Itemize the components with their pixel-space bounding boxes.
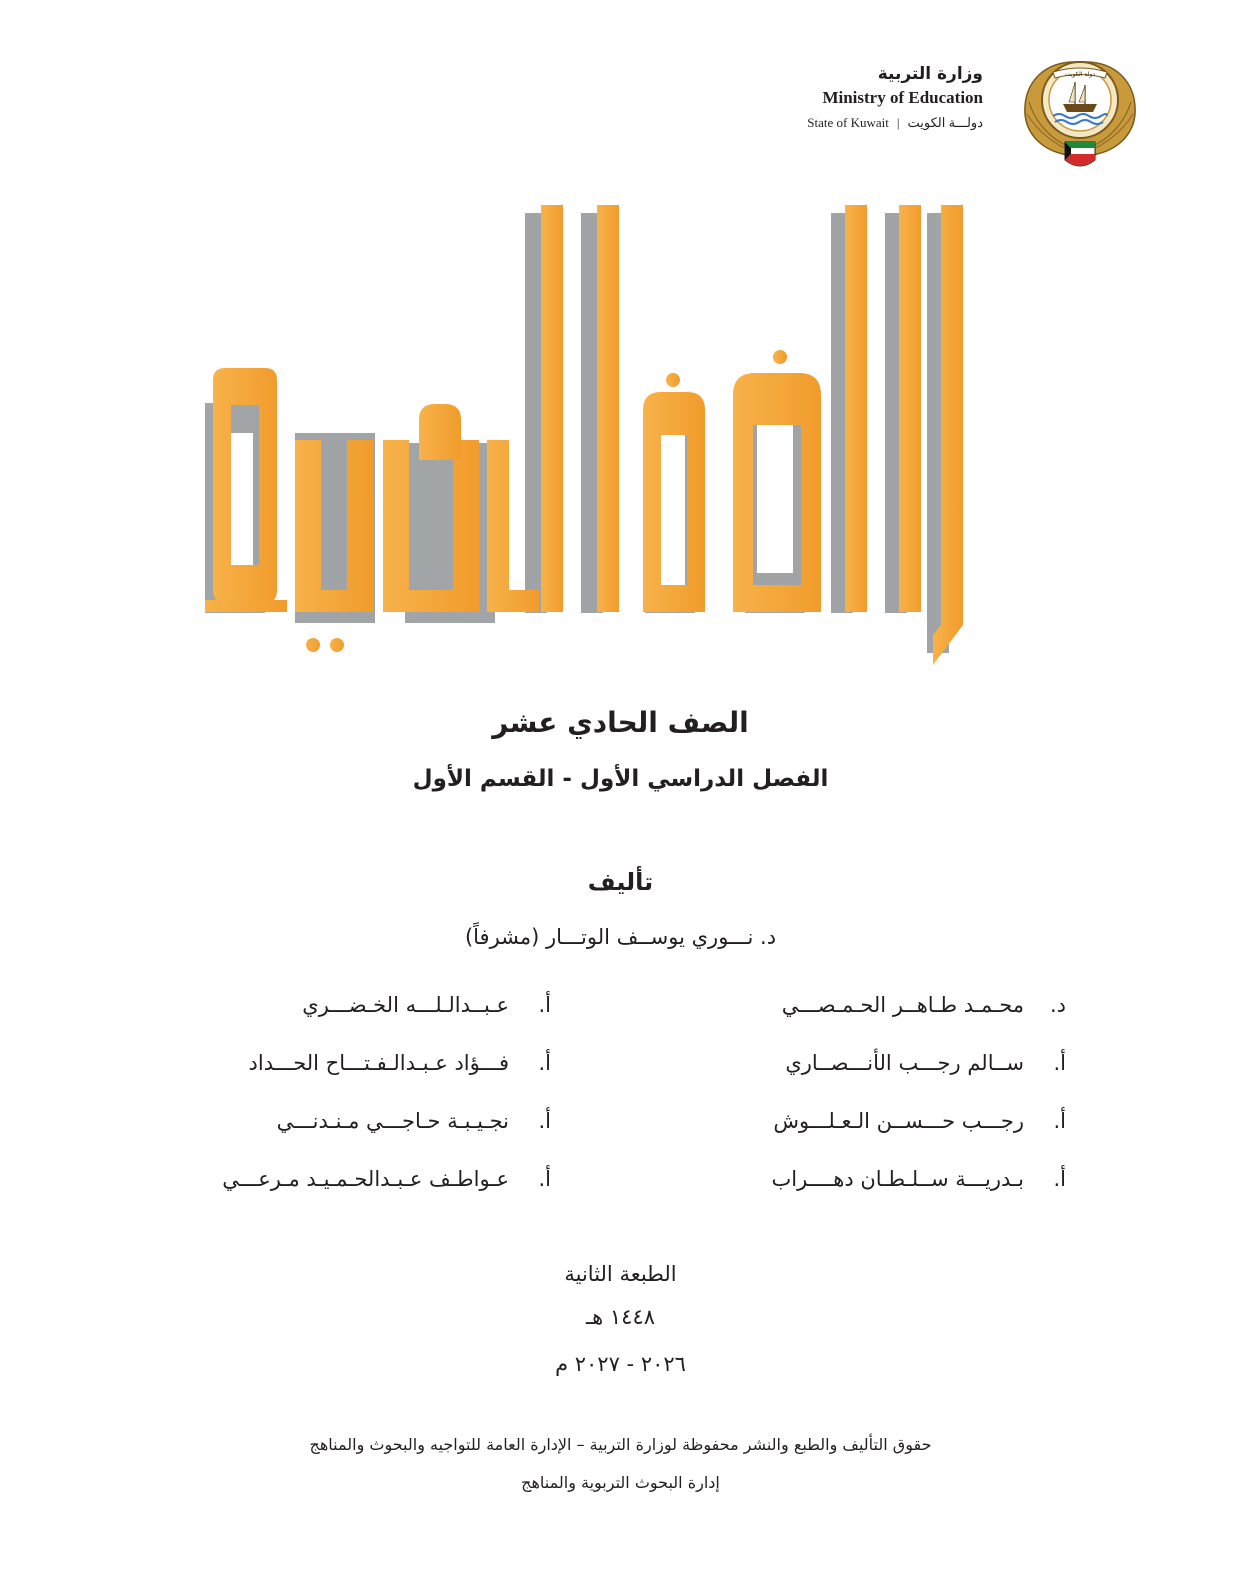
- author-name: محـمـد طـاهــر الحـمـصـــي: [781, 993, 1024, 1017]
- author-row: [646, 1101, 1066, 1159]
- author-name: عـبــدالـلـــه الخـضـــري: [302, 993, 509, 1017]
- author-title: أ.: [1053, 1109, 1066, 1133]
- separator: |: [896, 115, 900, 130]
- author-row: [131, 1101, 551, 1159]
- gregorian-years: ٢٠٢٦ - ٢٠٢٧ م: [555, 1352, 686, 1376]
- emblem-banner-text: دولة الكويت: [1065, 71, 1095, 78]
- author-row: [646, 985, 1066, 1043]
- author-title: أ.: [538, 1109, 551, 1133]
- author-title: د.: [1049, 993, 1066, 1017]
- ministry-name-arabic: وزارة التربية: [877, 64, 983, 84]
- grade-title: الصف الحادي عشر: [492, 706, 749, 739]
- author-title: أ.: [538, 1051, 551, 1075]
- term-subtitle: الفصل الدراسي الأول - القسم الأول: [412, 766, 829, 792]
- ministry-name-english: Ministry of Education: [822, 88, 983, 107]
- author-row: [131, 985, 551, 1043]
- author-row: [646, 1043, 1066, 1101]
- state-line: [663, 112, 983, 134]
- author-row: [131, 1043, 551, 1101]
- author-name: فـــؤاد عـبـدالـفـتـــاح الحـــداد: [248, 1051, 509, 1075]
- author-title: أ.: [1053, 1167, 1066, 1191]
- supervisor-name: د. نـــوري يوســف الوتـــار (مشرفاً): [464, 925, 777, 949]
- author-name: نجـيـبـة حـاجـــي مـنـدنـــي: [276, 1109, 509, 1133]
- author-name: بـدريـــة ســلـطـان دهــــراب: [771, 1167, 1024, 1191]
- authorship-heading: تأليف: [587, 868, 654, 896]
- state-name-arabic: دولـــة الكويت: [907, 115, 983, 130]
- author-name: عـواطـف عـبـدالحـمـيـد مـرعـــي: [222, 1167, 509, 1191]
- department-name: إدارة البحوث التربوية والمناهج: [521, 1473, 720, 1492]
- authors-right-column: [646, 985, 1066, 1217]
- author-title: أ.: [1053, 1051, 1066, 1075]
- author-title: أ.: [538, 1167, 551, 1191]
- kuwait-emblem-logo: [1015, 42, 1145, 174]
- copyright-notice: حقوق التأليف والطبع والنشر محفوظة لوزارة التربية – الإدارة العامة للتواجيه والبحوث والمناهج: [309, 1435, 932, 1454]
- state-name-english: State of Kuwait: [807, 115, 889, 130]
- hijri-year: ١٤٤٨ هـ: [585, 1305, 656, 1329]
- authors-left-column: [131, 985, 551, 1217]
- author-title: أ.: [538, 993, 551, 1017]
- edition-label: الطبعة الثانية: [564, 1262, 677, 1286]
- author-name: رجـــب حـــســن الـعـلـــوش: [773, 1109, 1024, 1133]
- ministry-header: [663, 62, 983, 134]
- author-row: [131, 1159, 551, 1217]
- title-calligraphy: [195, 205, 970, 685]
- author-name: ســالم رجـــب الأنـــصــاري: [785, 1051, 1024, 1075]
- author-row: [646, 1159, 1066, 1217]
